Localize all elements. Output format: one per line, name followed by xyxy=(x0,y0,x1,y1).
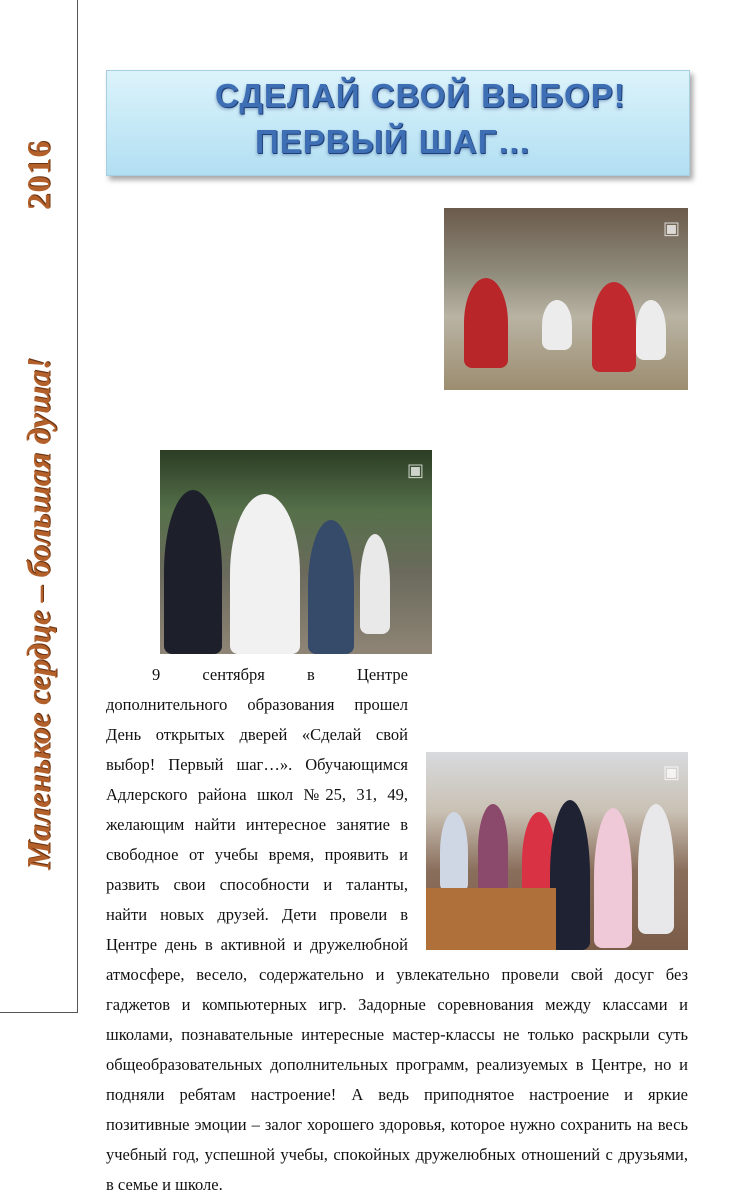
sidebar-year: 2016 xyxy=(21,140,58,210)
article-body xyxy=(106,202,688,1200)
photo-icon: ▣ xyxy=(662,762,680,783)
photo-icon: ▣ xyxy=(662,218,680,239)
article-paragraph: 9 сентября в Центре дополнительного образования прошел День открытых дверей «Сделай свой выбор! Первый шаг…». Обучающимся Адлерского района школ №25, 31, 49, желающим найти интересное занятие в свободное от учебы время, проявить и развить свои способности и таланты, найти новых друзей. Дети провели в Центре день в активной и дружелюбной атмосфере, весело, содержательно и увлекательно провели свой досуг без гаджетов и компьютерных игр. Задорные соревнования между классами и школами, познавательные интересные мастер-классы не только раскрыли суть общеобразовательных дополнительных программ, реализуемых в Центре, но и подняли ребятам настроение! А ведь приподнятое настроение и яркие позитивные эмоции – залог хорошего здоровья, которое нужно сохранить на весь учебный год, успешной учебы, спокойных дружелюбных отношений с друзьями, в семье и школе. xyxy=(106,665,688,1194)
photo-exercise-outdoors xyxy=(444,208,688,390)
photo-students-schoolyard xyxy=(160,450,432,654)
sidebar-frame xyxy=(0,0,78,1013)
sidebar-slogan-row xyxy=(22,140,59,870)
photo-children-classroom xyxy=(426,752,688,950)
title-banner xyxy=(106,70,690,176)
sidebar-slogan: Маленькое сердце – большая душа! xyxy=(21,357,58,870)
photo-icon: ▣ xyxy=(406,460,424,481)
banner-title-line2: ПЕРВЫЙ ШАГ… xyxy=(255,123,532,160)
banner-title-line1: СДЕЛАЙ СВОЙ ВЫБОР! xyxy=(215,77,626,114)
